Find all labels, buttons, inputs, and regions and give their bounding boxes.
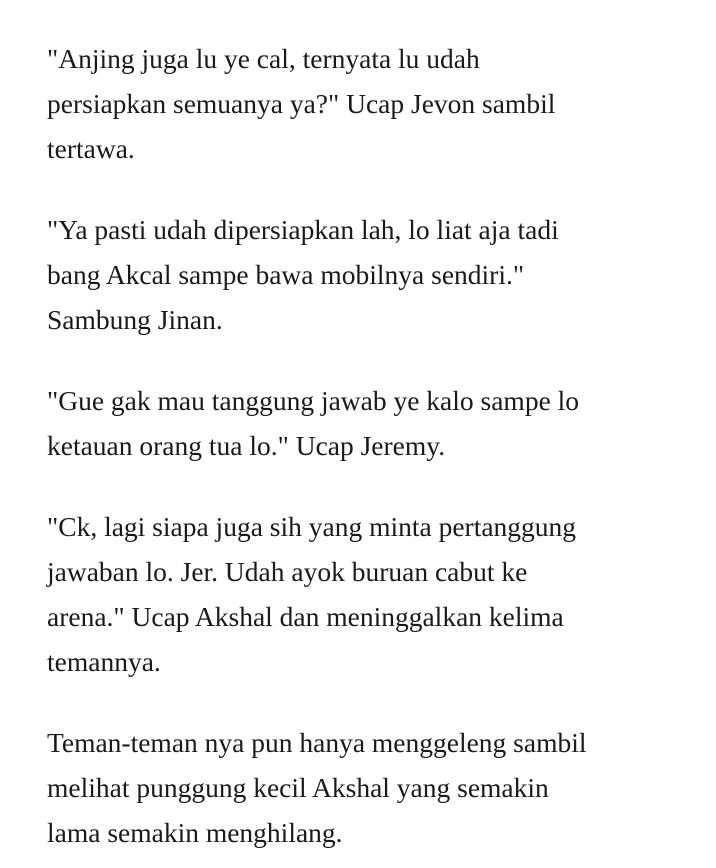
text-line: "Gue gak mau tanggung jawab ye kalo sampe lo	[47, 385, 580, 416]
text-line: temannya.	[47, 646, 161, 677]
story-text	[47, 36, 687, 855]
text-line: melihat punggung kecil Akshal yang semakin	[47, 772, 549, 803]
text-line: "Ck, lagi siapa juga sih yang minta pertanggung	[47, 511, 577, 542]
text-line: jawaban lo. Jer. Udah ayok buruan cabut ke	[47, 556, 528, 587]
paragraph	[47, 378, 687, 468]
text-line: persiapkan semuanya ya?" Ucap Jevon sambil	[47, 88, 556, 119]
paragraph	[47, 504, 687, 684]
text-line: lama semakin menghilang.	[47, 817, 343, 848]
text-line: bang Akcal sampe bawa mobilnya sendiri."	[47, 259, 525, 290]
text-line: ketauan orang tua lo." Ucap Jeremy.	[47, 430, 446, 461]
text-line: Sambung Jinan.	[47, 304, 223, 335]
paragraph	[47, 720, 687, 855]
text-line: "Anjing juga lu ye cal, ternyata lu udah	[47, 43, 480, 74]
text-line: arena." Ucap Akshal dan meninggalkan kelima	[47, 601, 564, 632]
text-line: Teman-teman nya pun hanya menggeleng sambil	[47, 727, 587, 758]
text-line: "Ya pasti udah dipersiapkan lah, lo liat aja tadi	[47, 214, 559, 245]
text-line: tertawa.	[47, 133, 135, 164]
paragraph	[47, 207, 687, 342]
paragraph	[47, 36, 687, 171]
